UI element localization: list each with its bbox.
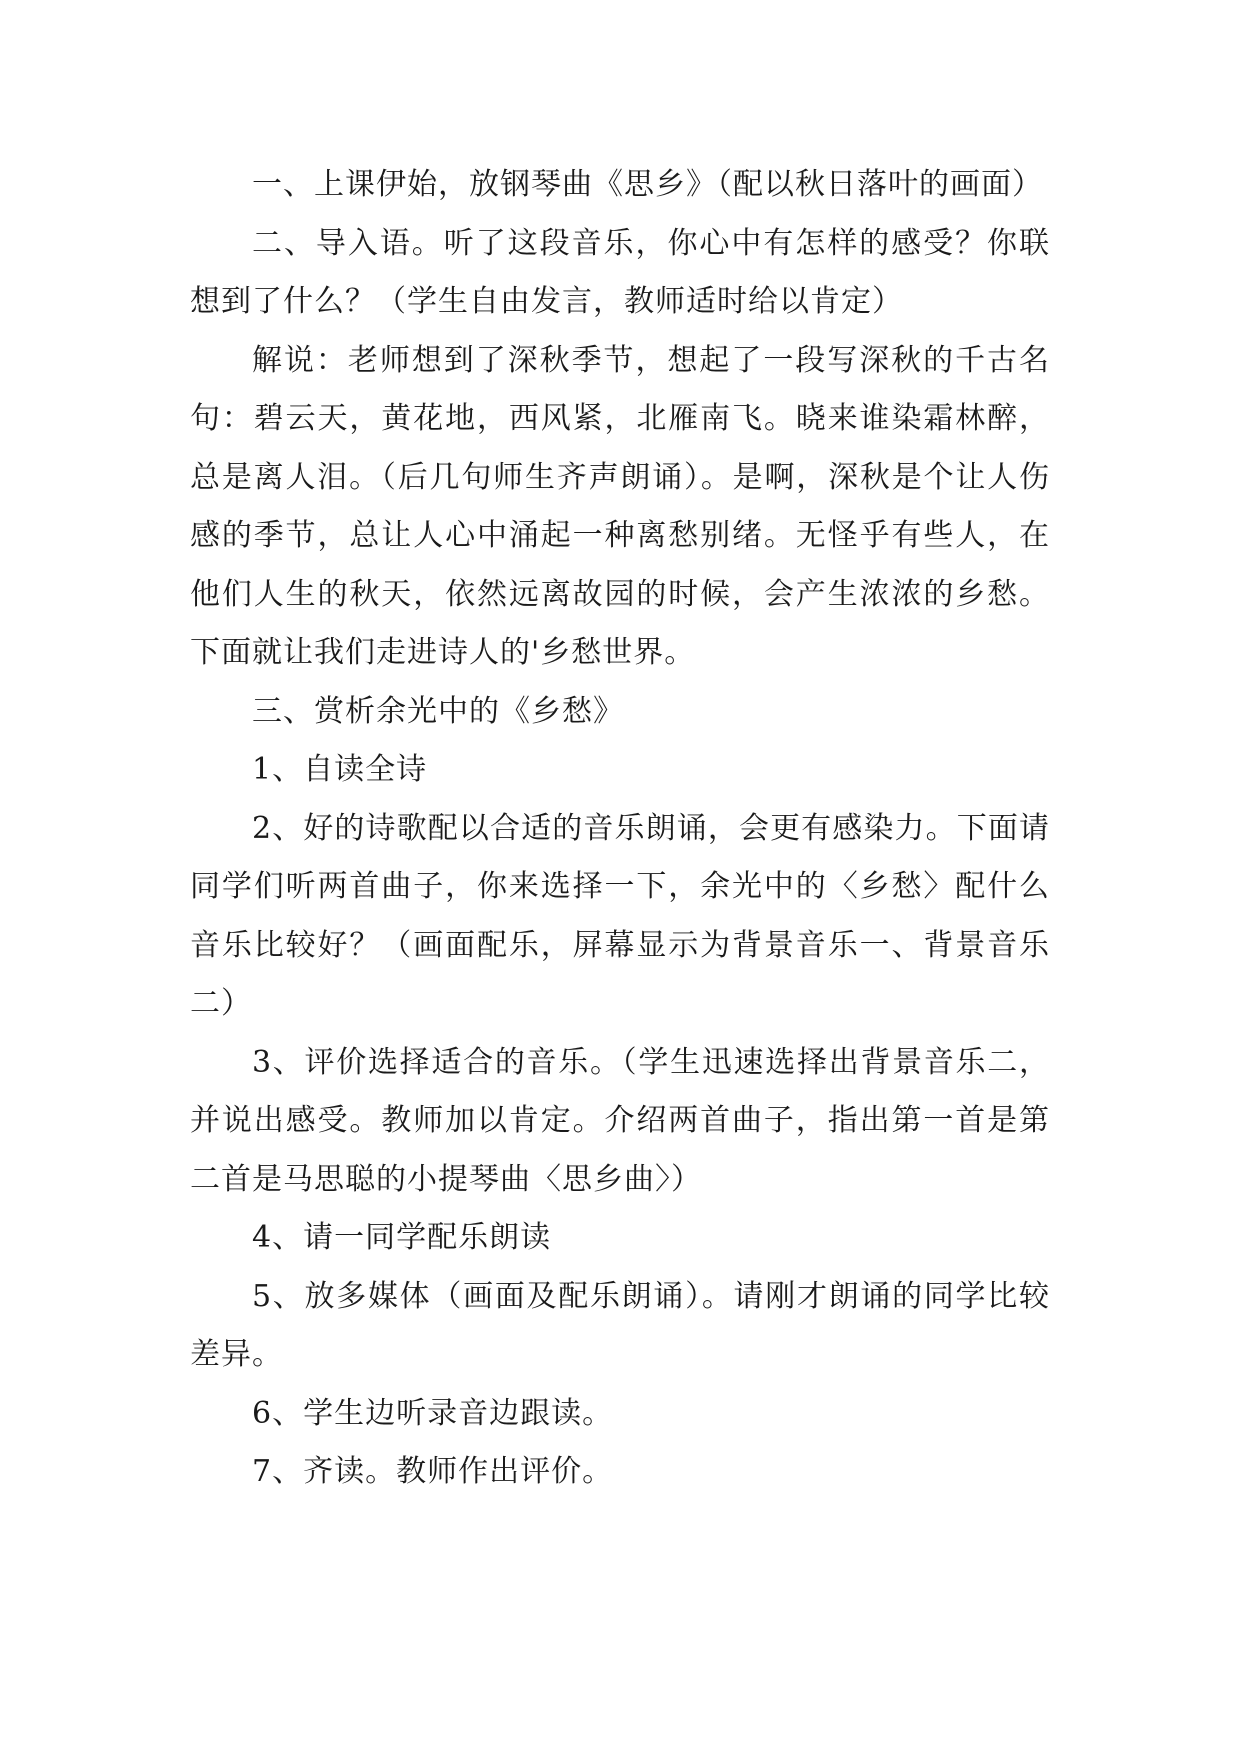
paragraph-step-1: 一、上课伊始，放钢琴曲《思乡》（配以秋日落叶的画面） [252, 167, 1043, 202]
paragraph-commentary: 解说：老师想到了深秋季节，想起了一段写深秋的千古名句：碧云天，黄花地，西风紧，北雁南飞。晓来谁染霜林醉，总是离人泪。（后几句师生齐声朗诵）。是啊，深秋是个让人伤感的季节，总让人心中涌起一种离愁别绪。无怪乎有些人，在他们人生的秋天，依然远离故园的时候，会产生浓浓的乡愁。下面就让我们走进诗人的'乡愁世界。 [190, 342, 1050, 670]
paragraph-step-2: 二、导入语。听了这段音乐，你心中有怎样的感受？你联想到了什么？（学生自由发言，教师适时给以肯定） [190, 225, 1050, 319]
paragraph-item-2: 2、好的诗歌配以合适的音乐朗诵，会更有感染力。下面请同学们听两首曲子，你来选择一下，余光中的〈乡愁〉配什么音乐比较好？（画面配乐，屏幕显示为背景音乐一、背景音乐二） [190, 810, 1050, 1021]
paragraph-item-3: 3、评价选择适合的音乐。（学生迅速选择出背景音乐二，并说出感受。教师加以肯定。介绍两首曲子，指出第一首是第二首是马思聪的小提琴曲〈思乡曲〉） [190, 1044, 1050, 1197]
paragraph-item-6: 6、学生边听录音边跟读。 [252, 1395, 614, 1431]
paragraph-item-5: 5、放多媒体（画面及配乐朗诵）。请刚才朗诵的同学比较差异。 [190, 1278, 1050, 1372]
paragraph-item-7: 7、齐读。教师作出评价。 [252, 1454, 614, 1489]
paragraph-item-4: 4、请一同学配乐朗读 [252, 1220, 552, 1255]
document-body [190, 156, 1050, 1502]
paragraph-step-3-heading: 三、赏析余光中的《乡愁》 [252, 693, 624, 729]
paragraph-item-1: 1、自读全诗 [252, 752, 428, 787]
